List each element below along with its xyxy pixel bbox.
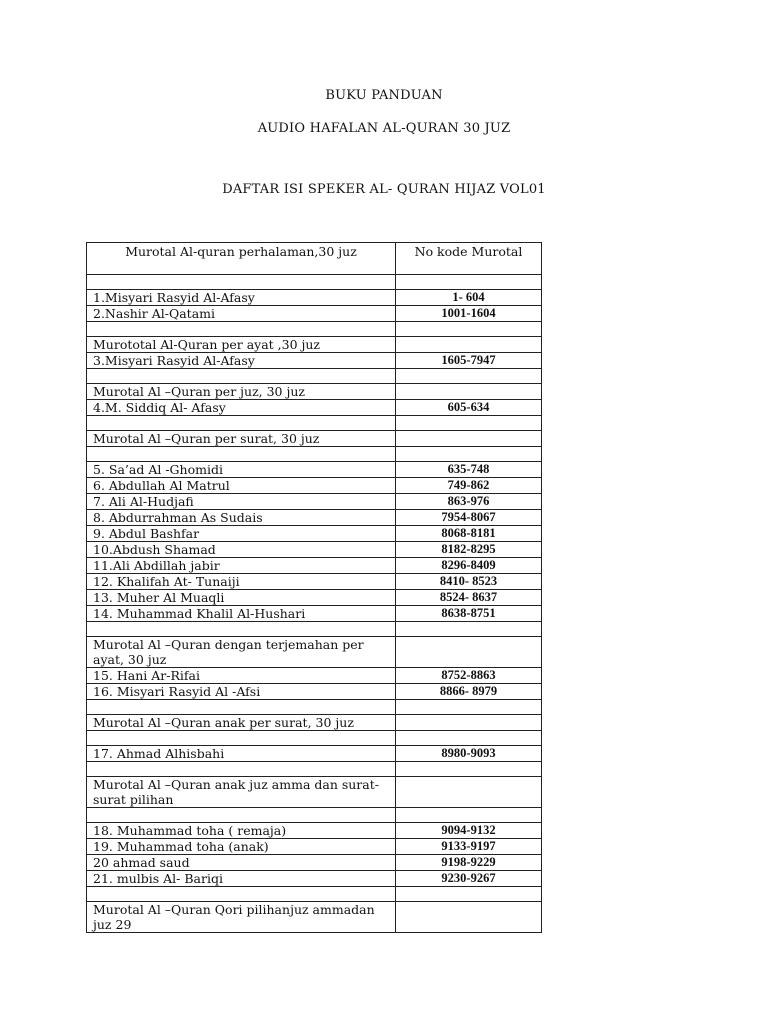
- reciter-name-cell: 16. Misyari Rasyid Al -Afsi: [87, 684, 396, 700]
- empty-cell: [396, 762, 542, 777]
- reciter-name-cell: 15. Hani Ar-Rifai: [87, 668, 396, 684]
- document-subtitle: AUDIO HAFALAN AL-QURAN 30 JUZ: [257, 121, 511, 136]
- empty-cell: [396, 731, 542, 746]
- murotal-code-cell: [396, 777, 542, 808]
- section-title-cell: Murotal Al –Quran per juz, 30 juz: [87, 384, 396, 400]
- table-of-contents-heading: DAFTAR ISI SPEKER AL- QURAN HIJAZ VOL01: [222, 182, 546, 197]
- table-row: [87, 871, 542, 887]
- blank-row: [87, 731, 542, 746]
- murotal-code-cell: 1- 604: [396, 290, 542, 306]
- murotal-code-cell: [396, 902, 542, 933]
- reciter-name-cell: 20 ahmad saud: [87, 855, 396, 871]
- empty-cell: [396, 447, 542, 462]
- section-title-cell: Murotal Al –Quran dengan terjemahan per ayat, 30 juz: [87, 637, 396, 668]
- murotal-code-cell: 8182-8295: [396, 542, 542, 558]
- section-heading-row: [87, 431, 542, 447]
- table-row: [87, 590, 542, 606]
- blank-row: [87, 762, 542, 777]
- blank-row: [87, 700, 542, 715]
- reciter-name-cell: 19. Muhammad toha (anak): [87, 839, 396, 855]
- section-heading-row: [87, 637, 542, 668]
- empty-cell: [87, 731, 396, 746]
- reciter-name-cell: 6. Abdullah Al Matrul: [87, 478, 396, 494]
- murotal-code-cell: [396, 384, 542, 400]
- section-heading-row: [87, 715, 542, 731]
- table-row: [87, 478, 542, 494]
- reciter-name-cell: 11.Ali Abdillah jabir: [87, 558, 396, 574]
- table-row: [87, 542, 542, 558]
- reciter-name-cell: 9. Abdul Bashfar: [87, 526, 396, 542]
- murotal-code-cell: 9198-9229: [396, 855, 542, 871]
- murotal-code-cell: 1001-1604: [396, 306, 542, 322]
- header-code-column: No kode Murotal: [396, 243, 542, 275]
- section-heading-row: [87, 902, 542, 933]
- table-row: [87, 290, 542, 306]
- table-row: [87, 574, 542, 590]
- table-row: [87, 558, 542, 574]
- blank-row: [87, 275, 542, 290]
- empty-cell: [396, 369, 542, 384]
- empty-cell: [396, 322, 542, 337]
- murotal-code-cell: [396, 431, 542, 447]
- section-heading-row: [87, 384, 542, 400]
- empty-cell: [87, 808, 396, 823]
- reciter-name-cell: 12. Khalifah At- Tunaiji: [87, 574, 396, 590]
- reciter-name-cell: 8. Abdurrahman As Sudais: [87, 510, 396, 526]
- murotal-code-cell: 8752-8863: [396, 668, 542, 684]
- murotal-code-cell: 7954-8067: [396, 510, 542, 526]
- empty-cell: [396, 622, 542, 637]
- murotal-code-table: [86, 242, 542, 933]
- empty-cell: [396, 416, 542, 431]
- murotal-code-cell: 635-748: [396, 462, 542, 478]
- blank-row: [87, 369, 542, 384]
- table-header-row: [87, 243, 542, 275]
- table-row: [87, 306, 542, 322]
- murotal-code-cell: 8068-8181: [396, 526, 542, 542]
- murotal-code-cell: [396, 715, 542, 731]
- table-row: [87, 668, 542, 684]
- murotal-code-cell: 8296-8409: [396, 558, 542, 574]
- table-row: [87, 823, 542, 839]
- murotal-code-cell: 749-862: [396, 478, 542, 494]
- murotal-code-cell: 8980-9093: [396, 746, 542, 762]
- table-row: [87, 839, 542, 855]
- blank-row: [87, 808, 542, 823]
- murotal-code-cell: 1605-7947: [396, 353, 542, 369]
- blank-row: [87, 887, 542, 902]
- table-row: [87, 494, 542, 510]
- reciter-name-cell: 21. mulbis Al- Bariqi: [87, 871, 396, 887]
- empty-cell: [87, 700, 396, 715]
- section-title-cell: Murotal Al –Quran anak per surat, 30 juz: [87, 715, 396, 731]
- murotal-code-cell: 8524- 8637: [396, 590, 542, 606]
- murotal-code-cell: 8410- 8523: [396, 574, 542, 590]
- table-row: [87, 400, 542, 416]
- empty-cell: [396, 887, 542, 902]
- table-row: [87, 462, 542, 478]
- empty-cell: [396, 808, 542, 823]
- empty-cell: [87, 416, 396, 431]
- murotal-code-cell: 8638-8751: [396, 606, 542, 622]
- table-row: [87, 526, 542, 542]
- blank-row: [87, 447, 542, 462]
- murotal-code-cell: 9230-9267: [396, 871, 542, 887]
- reciter-name-cell: 3.Misyari Rasyid Al-Afasy: [87, 353, 396, 369]
- murotal-code-cell: 863-976: [396, 494, 542, 510]
- section-heading-row: [87, 337, 542, 353]
- table-row: [87, 746, 542, 762]
- section-title-cell: Murotal Al –Quran per surat, 30 juz: [87, 431, 396, 447]
- empty-cell: [396, 700, 542, 715]
- document-title: BUKU PANDUAN: [325, 88, 443, 103]
- section-title-cell: Murototal Al-Quran per ayat ,30 juz: [87, 337, 396, 353]
- reciter-name-cell: 4.M. Siddiq Al- Afasy: [87, 400, 396, 416]
- reciter-name-cell: 13. Muher Al Muaqli: [87, 590, 396, 606]
- murotal-code-cell: 9133-9197: [396, 839, 542, 855]
- reciter-name-cell: 17. Ahmad Alhisbahi: [87, 746, 396, 762]
- murotal-code-cell: 9094-9132: [396, 823, 542, 839]
- reciter-name-cell: 5. Sa’ad Al -Ghomidi: [87, 462, 396, 478]
- reciter-name-cell: 7. Ali Al-Hudjafi: [87, 494, 396, 510]
- table-row: [87, 684, 542, 700]
- blank-row: [87, 322, 542, 337]
- table-row: [87, 510, 542, 526]
- murotal-code-cell: 605-634: [396, 400, 542, 416]
- reciter-name-cell: 14. Muhammad Khalil Al-Hushari: [87, 606, 396, 622]
- reciter-name-cell: 10.Abdush Shamad: [87, 542, 396, 558]
- empty-cell: [87, 887, 396, 902]
- murotal-code-cell: 8866- 8979: [396, 684, 542, 700]
- blank-row: [87, 622, 542, 637]
- empty-cell: [87, 762, 396, 777]
- empty-cell: [87, 447, 396, 462]
- section-title-cell: Murotal Al –Quran anak juz amma dan surat-surat pilihan: [87, 777, 396, 808]
- table-row: [87, 855, 542, 871]
- blank-row: [87, 416, 542, 431]
- murotal-code-cell: [396, 637, 542, 668]
- header-murotal-column: Murotal Al-quran perhalaman,30 juz: [87, 243, 396, 275]
- empty-cell: [87, 369, 396, 384]
- reciter-name-cell: 1.Misyari Rasyid Al-Afasy: [87, 290, 396, 306]
- table-row: [87, 606, 542, 622]
- reciter-name-cell: 18. Muhammad toha ( remaja): [87, 823, 396, 839]
- empty-cell: [396, 275, 542, 290]
- empty-cell: [87, 622, 396, 637]
- section-title-cell: Murotal Al –Quran Qori pilihanjuz ammadan juz 29: [87, 902, 396, 933]
- reciter-name-cell: 2.Nashir Al-Qatami: [87, 306, 396, 322]
- empty-cell: [87, 322, 396, 337]
- empty-cell: [87, 275, 396, 290]
- table-row: [87, 353, 542, 369]
- murotal-code-cell: [396, 337, 542, 353]
- section-heading-row: [87, 777, 542, 808]
